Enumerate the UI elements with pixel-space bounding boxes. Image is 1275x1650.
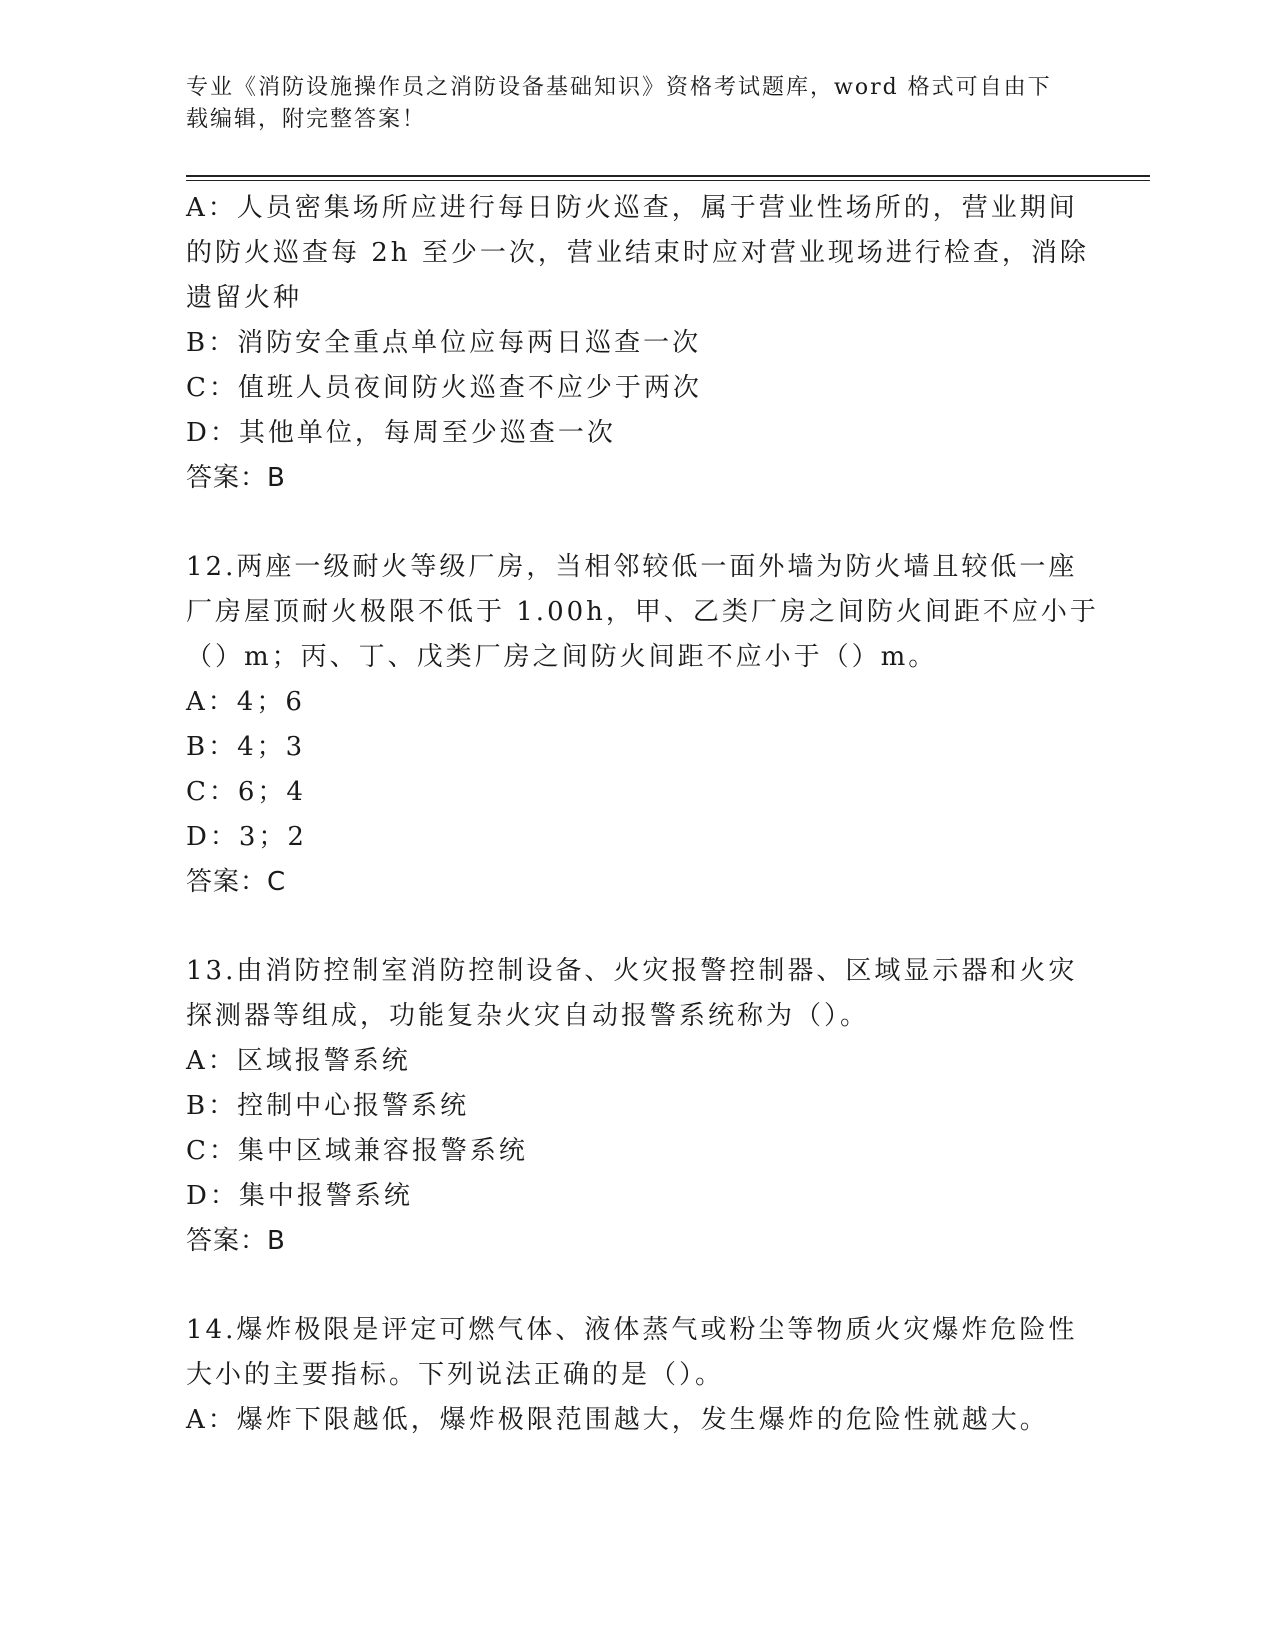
q13-option-d: D：集中报警系统 [186,1181,413,1211]
q11-option-c: C：值班人员夜间防火巡查不应少于两次 [186,373,702,403]
q12-stem-line-3: （）m；丙、丁、戊类厂房之间防火间距不应小于（）m。 [186,642,938,672]
q12-option-b: B：4；3 [186,732,306,762]
q12-option-d: D：3；2 [186,822,307,852]
spacer [186,905,1086,949]
q11-option-d: D：其他单位，每周至少巡查一次 [186,418,616,448]
q13-option-a: A：区域报警系统 [186,1046,411,1076]
q11-option-a-line-1: A：人员密集场所应进行每日防火巡查，属于营业性场所的，营业期间 [186,193,1078,223]
q12-stem-line-2: 厂房屋顶耐火极限不低于 1.00h，甲、乙类厂房之间防火间距不应小于 [186,597,1099,627]
header-line-1: 专业《消防设施操作员之消防设备基础知识》资格考试题库，word 格式可自由下 [186,75,1052,100]
header-divider-thick [186,175,1150,177]
spacer [186,501,1086,545]
question-11-block [186,186,1089,501]
q13-option-c: C：集中区域兼容报警系统 [186,1136,528,1166]
q12-answer: 答案：C [186,867,287,897]
q11-option-a-line-2: 的防火巡查每 2h 至少一次，营业结束时应对营业现场进行检查，消除 [186,238,1089,268]
q13-stem-line-2: 探测器等组成，功能复杂火灾自动报警系统称为（）。 [186,1001,870,1031]
q11-answer: 答案：B [186,463,286,493]
document-header [186,72,1066,136]
question-12-block [186,545,1099,905]
q12-option-c: C：6；4 [186,777,306,807]
q11-option-a-line-3: 遗留火种 [186,283,303,313]
q12-stem-line-1: 12.两座一级耐火等级厂房，当相邻较低一面外墙为防火墙且较低一座 [186,552,1078,582]
q13-answer: 答案：B [186,1226,286,1256]
question-content [186,186,1099,1443]
q13-option-b: B：控制中心报警系统 [186,1091,470,1121]
q14-option-a: A：爆炸下限越低，爆炸极限范围越大，发生爆炸的危险性就越大。 [186,1405,1049,1435]
question-14-block [186,1308,1086,1443]
q12-option-a: A：4；6 [186,687,305,717]
q13-stem-line-1: 13.由消防控制室消防控制设备、火灾报警控制器、区域显示器和火灾 [186,956,1078,986]
q14-stem-line-1: 14.爆炸极限是评定可燃气体、液体蒸气或粉尘等物质火灾爆炸危险性 [186,1315,1078,1345]
header-divider-thin [186,180,1150,181]
spacer [186,1264,1086,1308]
header-line-2: 载编辑，附完整答案！ [186,107,427,132]
q14-stem-line-2: 大小的主要指标。下列说法正确的是（）。 [186,1360,725,1390]
question-13-block [186,949,1086,1264]
q11-option-b: B：消防安全重点单位应每两日巡查一次 [186,328,702,358]
